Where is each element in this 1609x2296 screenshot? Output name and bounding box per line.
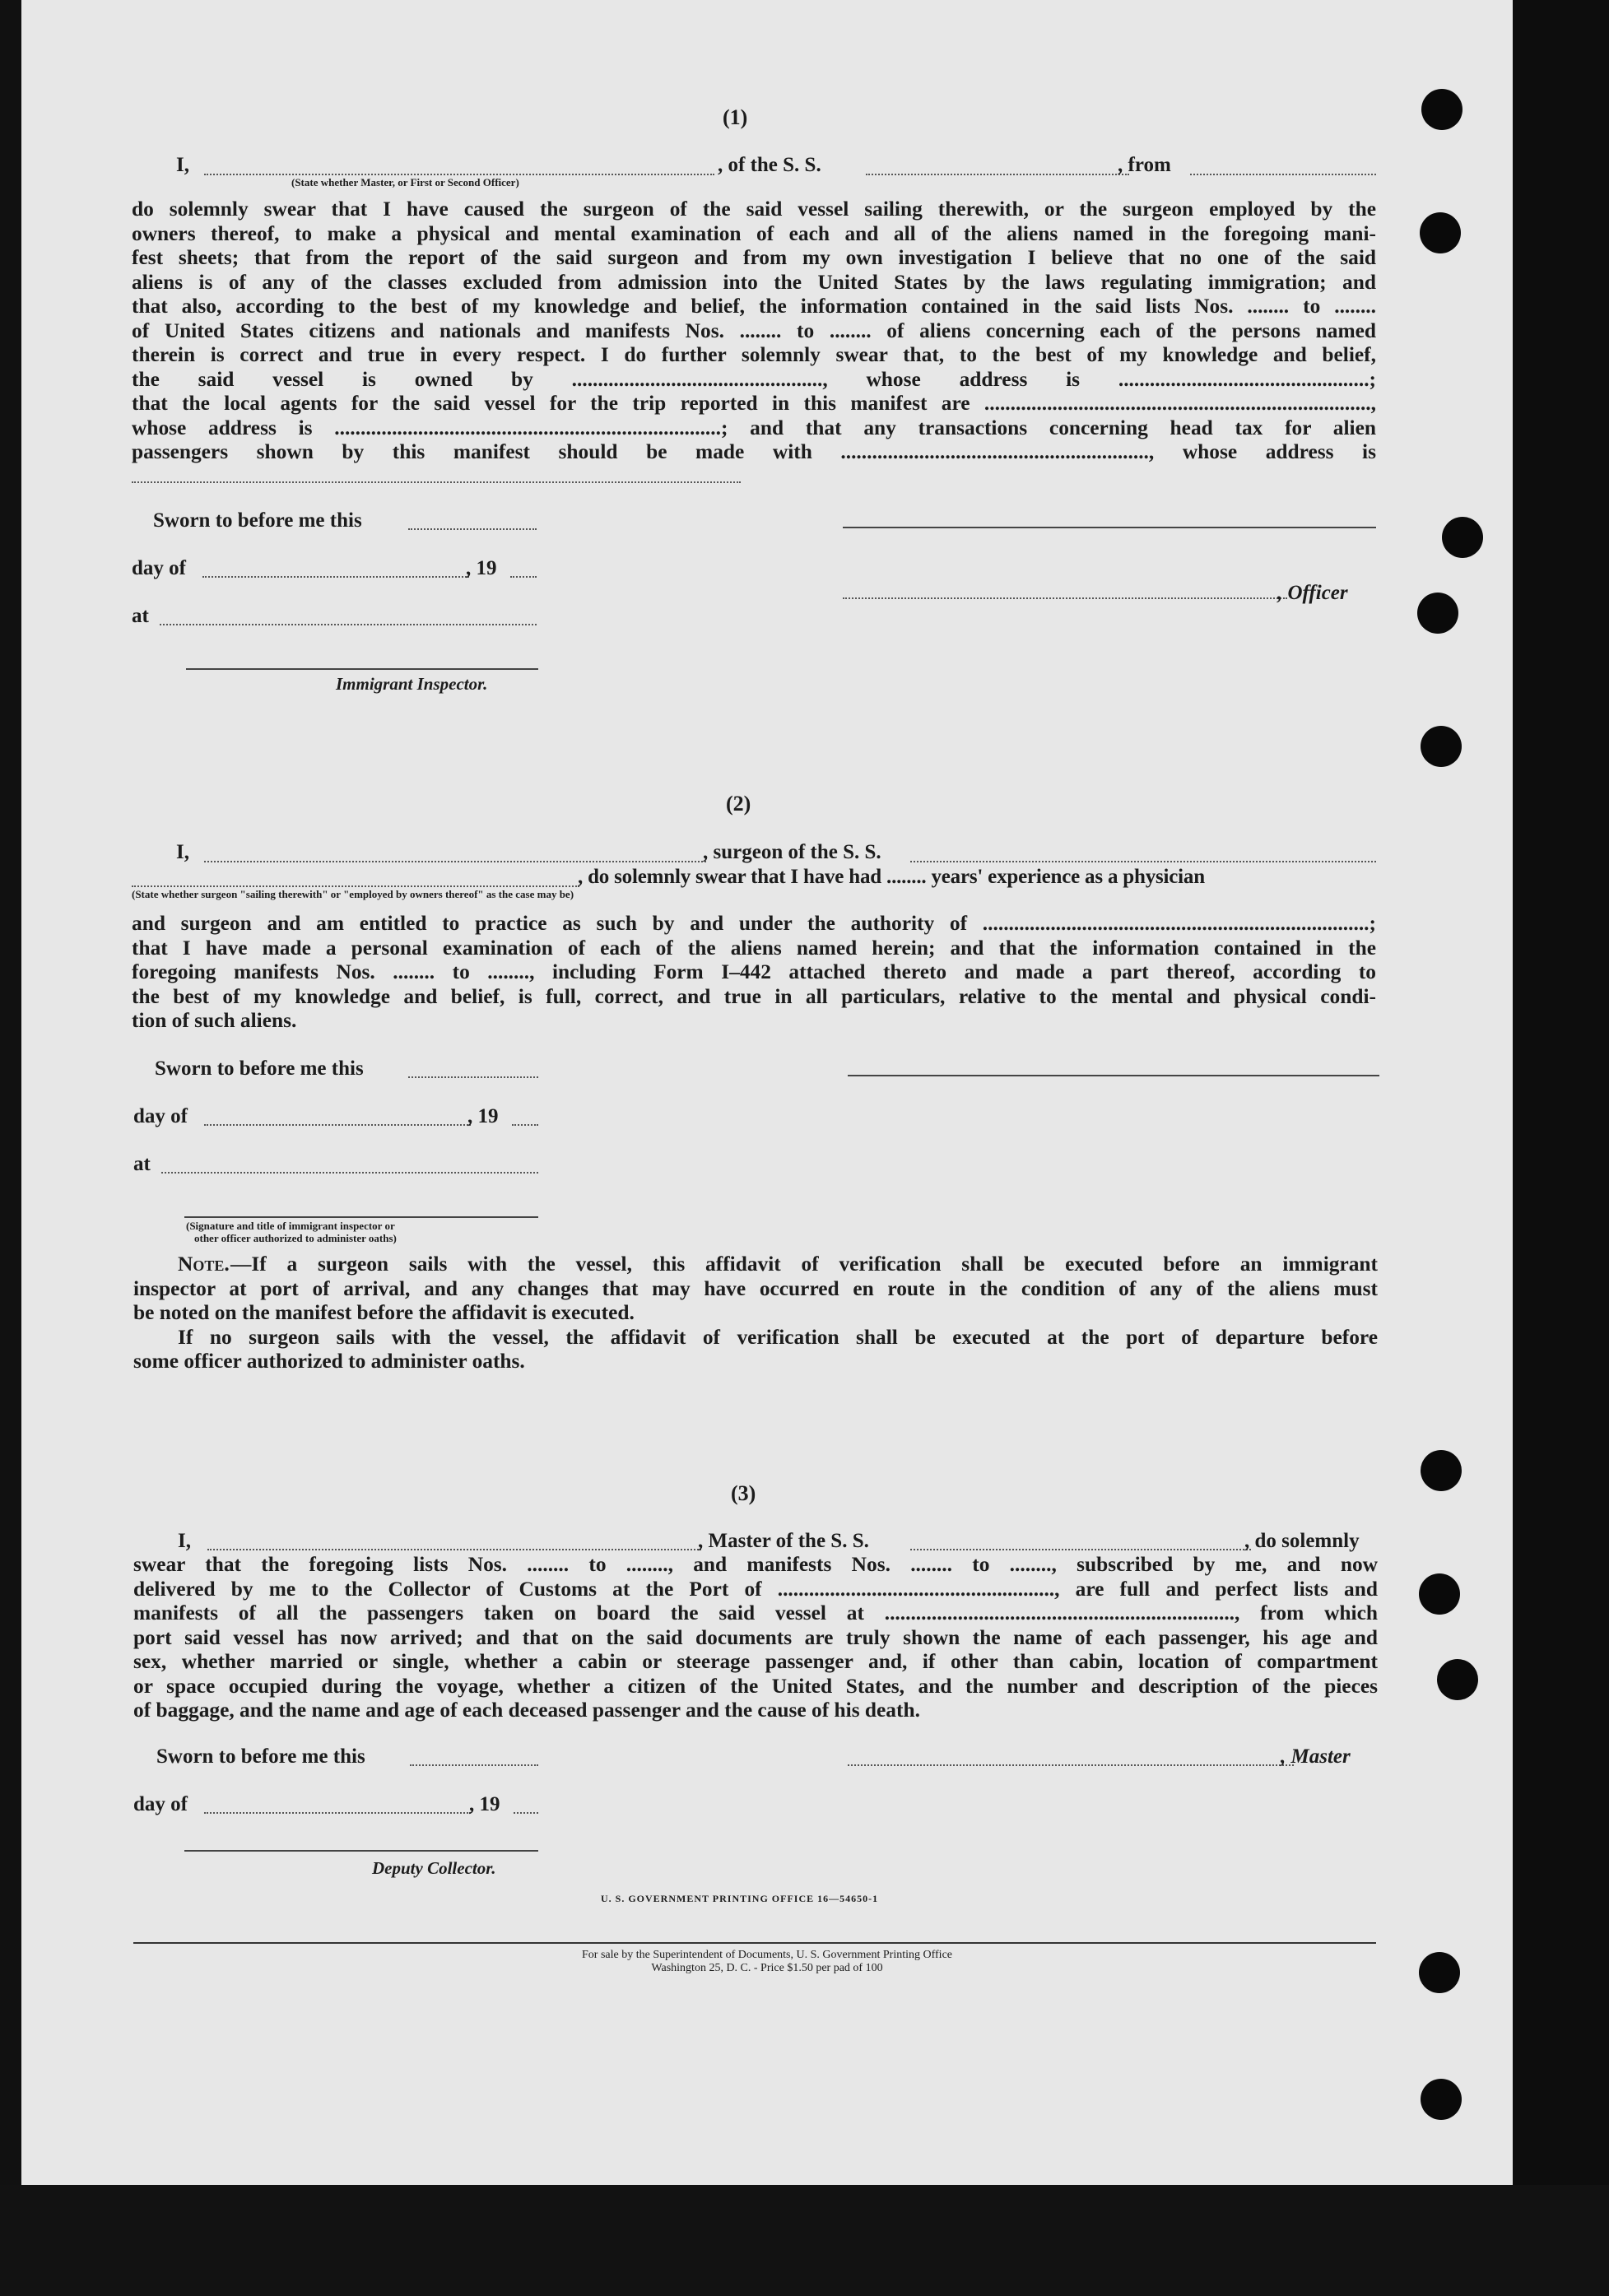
s3-day-of-label: day of [133, 1793, 188, 1815]
s1-from-label: , from [1118, 154, 1171, 176]
s3-deputy-label: Deputy Collector. [372, 1858, 496, 1878]
binder-hole-icon [1420, 212, 1461, 253]
binder-hole-icon [1419, 1952, 1460, 1993]
s1-ship-name-line[interactable] [866, 174, 1129, 175]
binder-hole-icon [1442, 517, 1483, 558]
s2-official-signature-line[interactable] [184, 1216, 538, 1218]
s3-master-label: , Master of the S. S. [698, 1530, 869, 1552]
s1-from-port-line[interactable] [1190, 174, 1376, 175]
s2-surgeon-signature-line[interactable] [848, 1075, 1379, 1076]
s2-years-experience-text: , do solemnly swear that I have had ........ years' experience as a physician [578, 866, 1205, 888]
s2-note-line-1: —If a surgeon sails with the vessel, this affidavit of verification shall be executed before an immigrant [230, 1253, 1378, 1276]
s1-line-9: that the local agents for the said vessel for the trip reported in this manifest are .........................................................................., [132, 392, 1376, 415]
s1-line-10: whose address is ..........................................................................; and that any transactions concerning head tax for alien [132, 416, 1376, 439]
s2-line-1: and surgeon and am entitled to practice as such by and under the authority of ..........................................................................; [132, 912, 1376, 935]
s2-year-label: , 19 [467, 1105, 499, 1127]
s1-line-8: the said vessel is owned by ................................................, whose address is ................................................; [132, 367, 1376, 391]
s1-i-label: I, [176, 154, 189, 176]
s2-sig-note-2: other officer authorized to administer oaths) [194, 1232, 397, 1244]
s1-sworn-label: Sworn to before me this [153, 509, 362, 532]
s3-line-2: delivered by me to the Collector of Customs at the Port of ....................................................., are full and perfect lists and [133, 1577, 1378, 1601]
s1-line-6: of United States citizens and nationals and manifests Nos. ........ to ........ of aliens concerning each of the persons named [132, 318, 1376, 342]
s1-line-11: passengers shown by this manifest should be made with ..........................................................., whose address is [132, 440, 1376, 463]
binder-hole-icon [1419, 1573, 1460, 1615]
s1-line-4: aliens is of any of the classes excluded from admission into the United States by the laws regulating immigration; and [132, 270, 1376, 294]
s1-officer-label: , Officer [1277, 582, 1348, 604]
s1-line-2: owners thereof, to make a physical and mental examination of each and all of the aliens named in the foregoing mani- [132, 221, 1376, 245]
s1-officer-note: (State whether Master, or First or Second Officer) [291, 176, 519, 188]
s3-line-7: of baggage, and the name and age of each deceased passenger and the cause of his death. [133, 1699, 920, 1722]
s3-solemnly-label: , do solemnly [1244, 1530, 1360, 1552]
s2-surgeon-label: , surgeon of the S. S. [703, 841, 881, 863]
s3-master-signature-line[interactable] [848, 1764, 1294, 1766]
binder-hole-icon [1437, 1659, 1478, 1700]
section-2-number: (2) [726, 792, 751, 816]
s1-month-line[interactable] [202, 576, 469, 578]
footer-sale-line-1: For sale by the Superintendent of Documents, U. S. Government Printing Office [582, 1949, 952, 1961]
s2-note2-line-1: If no surgeon sails with the vessel, the affidavit of verification shall be executed at the port of departure before [178, 1325, 1378, 1349]
s3-i-label: I, [178, 1530, 191, 1552]
s2-place-line[interactable] [161, 1172, 538, 1174]
s3-line-5: sex, whether married or single, whether a cabin or steerage passenger and, if other than cabin, location of compartment [133, 1650, 1378, 1673]
scan-background-bottom [0, 2185, 1609, 2296]
section-3-number: (3) [731, 1481, 756, 1505]
s1-sworn-day-line[interactable] [408, 528, 537, 530]
s3-line-1: swear that the foregoing lists Nos. ........ to ........, and manifests Nos. ........ to ........, subscribed by me, and now [133, 1553, 1378, 1576]
s2-line-3: foregoing manifests Nos. ........ to ........, including Form I–442 attached thereto and made a part thereof, according to [132, 960, 1376, 983]
s1-place-line[interactable] [160, 624, 537, 625]
s2-i-label: I, [176, 841, 189, 863]
s1-officer-name-line[interactable] [204, 174, 714, 175]
gpo-imprint: U. S. GOVERNMENT PRINTING OFFICE 16—54650-1 [601, 1893, 879, 1904]
s2-line-5: tion of such aliens. [132, 1009, 297, 1032]
s2-sig-note-1: (Signature and title of immigrant inspector or [186, 1220, 395, 1232]
s1-inspector-signature-line[interactable] [186, 668, 538, 670]
s2-surgeon-name-line[interactable] [204, 861, 706, 862]
s3-line-3: manifests of all the passengers taken on board the said vessel at ..................................................................., from which [133, 1601, 1378, 1624]
s3-sworn-label: Sworn to before me this [156, 1745, 365, 1768]
binder-hole-icon [1421, 2079, 1462, 2120]
s3-sworn-day-line[interactable] [410, 1764, 538, 1766]
s3-line-4: port said vessel has now arrived; and that on the said documents are truly shown the name of each passenger, his age and [133, 1625, 1378, 1649]
s2-day-of-label: day of [133, 1105, 188, 1127]
binder-hole-icon [1421, 89, 1463, 130]
s1-officer-signature-line[interactable] [843, 527, 1376, 528]
s1-officer-title-line[interactable] [843, 597, 1287, 599]
s1-line-7: therein is correct and true in every respect. I do further solemnly swear that, to the best of my knowledge and belief, [132, 343, 1376, 366]
s2-month-line[interactable] [204, 1124, 471, 1126]
s2-line-2: that I have made a personal examination of each of the aliens named herein; and that the information contained in the [132, 936, 1376, 960]
s1-line-5: that also, according to the best of my knowledge and belief, the information contained in the said lists Nos. ........ to ........ [132, 295, 1376, 318]
s1-address-continuation-line[interactable] [132, 481, 741, 483]
footer-rule [133, 1942, 1376, 1944]
s1-line-3: fest sheets; that from the report of the said surgeon and from my own investigation I believe that no one of the said [132, 246, 1376, 269]
manifest-form-page [21, 0, 1513, 2185]
s1-at-label: at [132, 605, 149, 627]
s2-year-line[interactable] [512, 1124, 538, 1126]
s2-note-line-2: inspector at port of arrival, and any changes that may have occurred en route in the condition of any of the aliens must [133, 1276, 1378, 1300]
scan-background-right [1513, 0, 1609, 2296]
s3-ship-name-line[interactable] [910, 1549, 1251, 1550]
s2-note-line-3: be noted on the manifest before the affidavit is executed. [133, 1301, 635, 1324]
s2-surgeon-note: (State whether surgeon "sailing therewith" or "employed by owners thereof" as the case may be) [132, 888, 574, 900]
s3-month-line[interactable] [204, 1812, 471, 1814]
s3-deputy-signature-line[interactable] [184, 1850, 538, 1852]
s3-year-line[interactable] [514, 1812, 538, 1814]
section-1-number: (1) [723, 105, 748, 129]
s2-ship-name-line[interactable] [910, 861, 1376, 862]
s1-inspector-label: Immigrant Inspector. [336, 674, 488, 694]
s2-sworn-label: Sworn to before me this [155, 1057, 364, 1080]
s2-line-4: the best of my knowledge and belief, is full, correct, and true in all particulars, relative to the mental and physical condi- [132, 984, 1376, 1008]
s1-year-line[interactable] [510, 576, 537, 578]
footer-sale-line-2: Washington 25, D. C. - Price $1.50 per pad of 100 [651, 1962, 883, 1974]
s2-at-label: at [133, 1153, 151, 1175]
s2-note2-line-2: some officer authorized to administer oaths. [133, 1350, 525, 1373]
s2-surgeon-status-line[interactable] [132, 885, 579, 887]
s3-year-label: , 19 [469, 1793, 500, 1815]
s3-line-6: or space occupied during the voyage, whether a citizen of the United States, and the number and description of the pieces [133, 1674, 1378, 1698]
s1-year-label: , 19 [466, 557, 497, 579]
binder-hole-icon [1421, 726, 1462, 767]
binder-hole-icon [1417, 593, 1458, 634]
binder-hole-icon [1421, 1450, 1462, 1491]
s2-sworn-day-line[interactable] [408, 1076, 538, 1078]
s2-note-label: Note. [178, 1253, 230, 1276]
s3-master-title-label: , Master [1281, 1745, 1351, 1768]
s1-line-1: do solemnly swear that I have caused the surgeon of the said vessel sailing therewith, or the surgeon employed by the [132, 198, 1376, 221]
s1-day-of-label: day of [132, 557, 186, 579]
s1-of-ss-label: , of the S. S. [718, 154, 821, 176]
s3-master-name-line[interactable] [207, 1549, 701, 1550]
